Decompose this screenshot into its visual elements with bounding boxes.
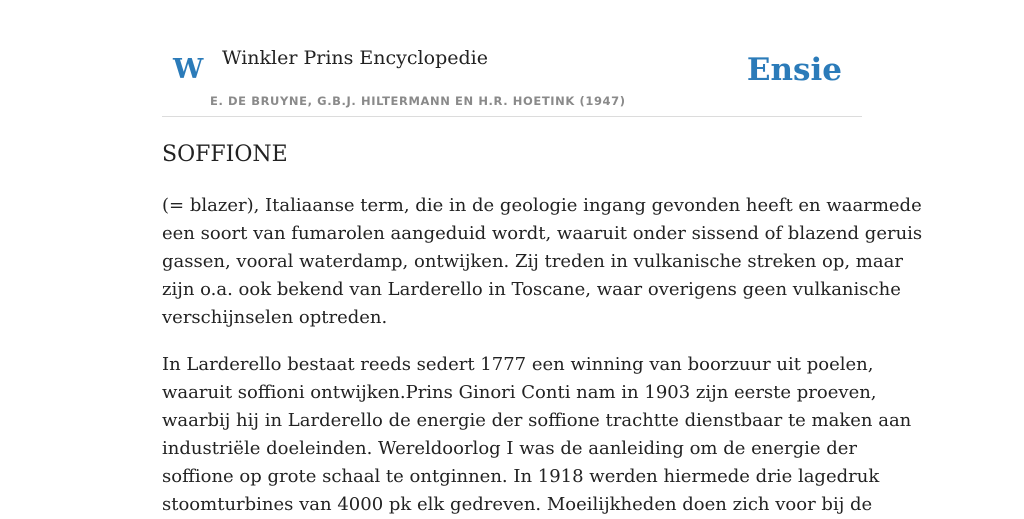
paragraph-line: verschijnselen optreden. [162, 307, 388, 328]
entry-paragraph-1 [162, 192, 923, 332]
paragraph-line: zijn o.a. ook bekend van Larderello in Toscane, waar overigens geen vulkanische [162, 279, 901, 300]
paragraph-line: gassen, vooral waterdamp, ontwijken. Zij treden in vulkanische streken op, maar [162, 251, 903, 272]
paragraph-line: industriële doeleinden. Wereldoorlog I was de aanleiding om de energie der [162, 438, 858, 459]
entry-paragraph-2 [162, 351, 912, 519]
article-page [162, 0, 923, 515]
source-logo[interactable]: W [173, 54, 204, 85]
paragraph-line: waaruit soffioni ontwijken.Prins Ginori Conti nam in 1903 zijn eerste proeven, [162, 382, 877, 403]
entry-title: SOFFIONE [162, 142, 288, 167]
paragraph-line: soffione op grote schaal te ontginnen. In 1918 werden hiermede drie lagedruk [162, 466, 880, 487]
paragraph-line: (= blazer), Italiaanse term, die in de geologie ingang gevonden heeft en waarmede [162, 195, 922, 216]
source-header [162, 0, 862, 117]
source-title[interactable]: Winkler Prins Encyclopedie [222, 47, 488, 69]
paragraph-line: waarbij hij in Larderello de energie der soffione trachtte dienstbaar te maken aan [162, 410, 912, 431]
paragraph-line: een soort van fumarolen aangeduid wordt, waaruit onder sissend of blazend geruis [162, 223, 923, 244]
paragraph-line: stoomturbines van 4000 pk elk gedreven. Moeilijkheden doen zich voor bij de [162, 494, 873, 515]
source-authors: E. DE BRUYNE, G.B.J. HILTERMANN EN H.R. HOETINK (1947) [210, 94, 626, 108]
paragraph-line: In Larderello bestaat reeds sedert 1777 een winning van boorzuur uit poelen, [162, 354, 874, 375]
brand-logo[interactable]: Ensie [746, 52, 842, 88]
